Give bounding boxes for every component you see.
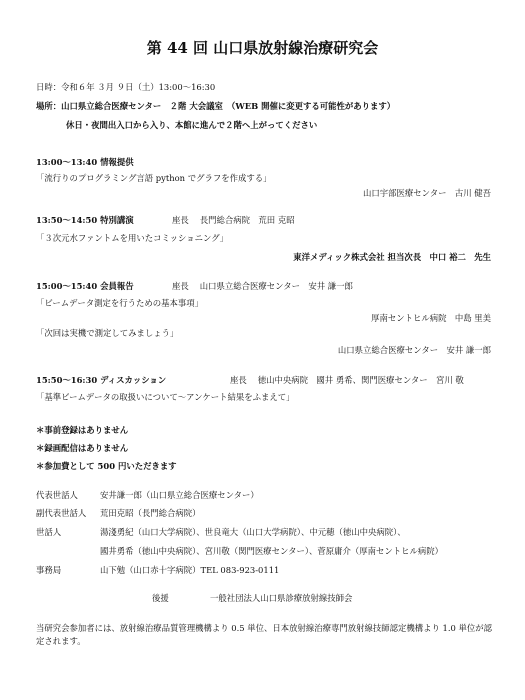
- credit-note: 当研究会参加者には、放射線治療品質管理機構より 0.5 単位、日本放射線治療専門放射線技師認定機構より 1.0 単位が認定されます。: [36, 623, 493, 646]
- session-chair: 座長 山口県立総合医療センター 安井 謙一郎: [172, 281, 353, 291]
- notice: ＊録画配信はありません: [36, 443, 129, 453]
- organizer-role: 世話人: [36, 527, 62, 537]
- page-title: 第 44 回 山口県放射線治療研究会: [146, 39, 379, 57]
- organizer-role: 副代表世話人: [36, 508, 87, 518]
- session-heading: 15:50～16:30 ディスカッション: [36, 375, 167, 385]
- organizer-names: 安井謙一郎（山口県立総合医療センター）: [100, 490, 259, 500]
- talk-title: 「流行りのプログラミング言語 python でグラフを作成する」: [36, 173, 272, 183]
- organizer-names: 山下勉（山口赤十字病院）TEL 083-923-0111: [100, 565, 280, 575]
- organizer-names: 荒田克昭（長門総合病院）: [100, 508, 201, 518]
- venue-note: 休日・夜間出入口から入り、本館に進んで２階へ上がってください: [66, 120, 318, 130]
- talk-title: 「３次元水ファントムを用いたコミッショニング」: [36, 233, 228, 243]
- talk-speaker: 山口宇部医療センター 古川 健吾: [363, 188, 491, 198]
- sponsor-label: 後援: [152, 593, 169, 603]
- talk-speaker: 山口県立総合医療センター 安井 謙一郎: [337, 345, 491, 355]
- session-chair: 座長 長門総合病院 荒田 克昭: [172, 215, 295, 225]
- talk-speaker: 東洋メディック株式会社 担当次長 中口 裕二 先生: [293, 252, 491, 262]
- notice: ＊事前登録はありません: [36, 425, 129, 435]
- organizer-role: 事務局: [36, 565, 62, 575]
- organizer-names: 湯淺勇紀（山口大学病院）、世良竜大（山口大学病院）、中元穂（徳山中央病院）、: [100, 527, 406, 537]
- organizer-names: 國井勇希（徳山中央病院）、宮川敬（関門医療センター）、菅原庸介（厚南セントヒル病院）: [100, 546, 444, 556]
- organizer-role: 代表世話人: [36, 490, 78, 500]
- session-chair: 座長 徳山中央病院 國井 勇希、関門医療センター 宮川 敬: [230, 375, 464, 385]
- talk-title: 「基準ビームデータの取扱いについて～アンケート結果をふまえて」: [36, 392, 295, 402]
- sponsor-name: 一般社団法人山口県診療放射線技師会: [210, 593, 353, 603]
- talk-speaker: 厚南セントヒル病院 中島 里美: [371, 313, 491, 323]
- session-heading: 15:00～15:40 会員報告: [36, 281, 134, 291]
- session-heading: 13:50～14:50 特別講演: [36, 215, 134, 225]
- date-line: 日時：令和６年 ３月 ９日（土）13:00～16:30: [36, 82, 216, 92]
- talk-title: 「次回は実機で測定してみましょう」: [36, 328, 179, 338]
- session-heading: 13:00～13:40 情報提供: [36, 157, 134, 167]
- notice: ＊参加費として 500 円いただきます: [36, 461, 177, 471]
- venue-line: 場所：山口県立総合医療センター ２階 大会議室 （WEB 開催に変更する可能性があります）: [36, 101, 396, 111]
- talk-title: 「ビームデータ測定を行うための基本事項」: [36, 298, 203, 308]
